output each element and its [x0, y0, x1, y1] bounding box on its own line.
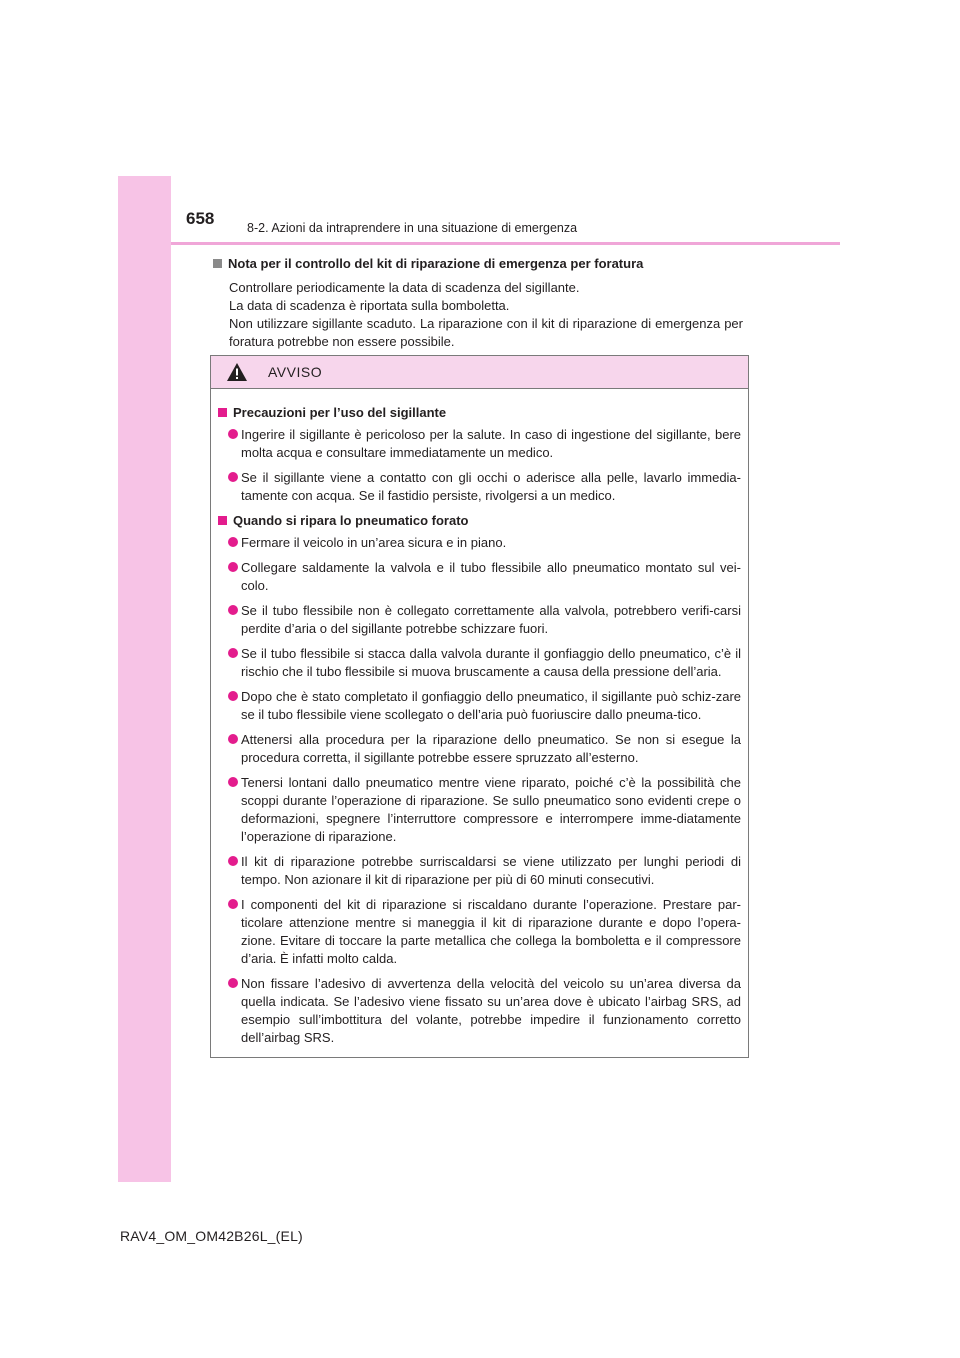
square-bullet-icon	[213, 259, 222, 268]
circle-bullet-icon	[228, 562, 238, 572]
circle-bullet-icon	[228, 429, 238, 439]
circle-bullet-icon	[228, 899, 238, 909]
warning-item-text: Non fissare l’adesivo di avvertenza della velocità del veicolo su un’area diversa da quella indicata. Se l’adesivo viene fissato su un’area dove è ubicato l’airbag SRS, ad esempio sull’imbottitura del volante, potrebbe impedire il funzionamento corretto dell’airbag SRS.	[241, 976, 741, 1045]
warning-body	[211, 389, 748, 1047]
warning-item	[218, 426, 741, 462]
warning-item-text: Attenersi alla procedura per la riparazione dello pneumatico. Se non si esegue la procedura corretta, il sigillante potrebbe essere spruzzato all’esterno.	[241, 732, 741, 765]
square-bullet-icon	[218, 408, 227, 417]
circle-bullet-icon	[228, 856, 238, 866]
square-bullet-icon	[218, 516, 227, 525]
footer-doc-code: RAV4_OM_OM42B26L_(EL)	[120, 1228, 303, 1244]
warning-item	[218, 774, 741, 846]
note-body	[229, 279, 743, 351]
warning-label: AVVISO	[268, 364, 323, 380]
warning-section-heading-text: Quando si ripara lo pneumatico forato	[233, 513, 469, 528]
warning-section-heading	[218, 512, 741, 530]
warning-item	[218, 688, 741, 724]
warning-section-heading	[218, 404, 741, 422]
warning-item-text: Se il tubo flessibile non è collegato correttamente alla valvola, potrebbero verifi-carsi perdite d’aria o del sigillante potrebbe schizzare fuori.	[241, 603, 741, 636]
warning-item-text: Collegare saldamente la valvola e il tubo flessibile allo pneumatico montato sul vei-colo.	[241, 560, 741, 593]
warning-item	[218, 896, 741, 968]
warning-item	[218, 975, 741, 1047]
warning-item	[218, 731, 741, 767]
section-title: 8-2. Azioni da intraprendere in una situazione di emergenza	[247, 221, 578, 235]
warning-item	[218, 559, 741, 595]
warning-section-heading-text: Precauzioni per l’uso del sigillante	[233, 405, 447, 420]
circle-bullet-icon	[228, 537, 238, 547]
warning-item-text: Se il tubo flessibile si stacca dalla valvola durante il gonfiaggio dello pneumatico, c’è il rischio che il tubo flessibile si muova bruscamente a causa della pressione dell’aria.	[241, 646, 741, 679]
circle-bullet-icon	[228, 691, 238, 701]
warning-item	[218, 853, 741, 889]
circle-bullet-icon	[228, 472, 238, 482]
warning-header	[211, 356, 748, 389]
warning-item	[218, 602, 741, 638]
warning-item-text: Dopo che è stato completato il gonfiaggio dello pneumatico, il sigillante può schiz-zare se il tubo flessibile viene scollegato o dell’aria può fuoriuscire dallo pneuma-tico.	[241, 689, 741, 722]
sidebar-tab	[118, 176, 171, 1182]
warning-item	[218, 645, 741, 681]
note-paragraph: Controllare periodicamente la data di scadenza del sigillante.	[229, 280, 580, 295]
note-heading-text: Nota per il controllo del kit di riparazione di emergenza per foratura	[228, 256, 644, 271]
warning-item-text: Se il sigillante viene a contatto con gli occhi o aderisce alla pelle, lavarlo immedia-tamente con acqua. Se il fastidio persiste, rivolgersi a un medico.	[241, 470, 741, 503]
circle-bullet-icon	[228, 648, 238, 658]
note-paragraph: La data di scadenza è riportata sulla bomboletta.	[229, 298, 510, 313]
warning-item-text: Fermare il veicolo in un’area sicura e in piano.	[241, 535, 507, 550]
circle-bullet-icon	[228, 777, 238, 787]
warning-triangle-icon	[226, 362, 248, 382]
circle-bullet-icon	[228, 605, 238, 615]
circle-bullet-icon	[228, 734, 238, 744]
warning-box	[210, 355, 749, 1058]
note-paragraph: Non utilizzare sigillante scaduto. La riparazione con il kit di riparazione di emergenza per foratura potrebbe non essere possibile.	[229, 316, 743, 349]
warning-item	[218, 469, 741, 505]
warning-item-text: I componenti del kit di riparazione si riscaldano durante l’operazione. Prestare par-ticolare attenzione mentre si maneggia il kit di riparazione durante e dopo l’opera-zione. Evitare di toccare la parte metallica che collega la bomboletta e il compressore d’aria. È infatti molto calda.	[241, 897, 741, 966]
header-divider	[171, 242, 840, 245]
warning-item-text: Ingerire il sigillante è pericoloso per la salute. In caso di ingestione del sigillante, bere molta acqua e consultare immediatamente un medico.	[241, 427, 741, 460]
note-block	[213, 255, 743, 351]
page-number: 658	[186, 209, 215, 228]
note-heading	[213, 255, 743, 273]
warning-item	[218, 534, 741, 552]
warning-item-text: Tenersi lontani dallo pneumatico mentre viene riparato, poiché c’è la possibilità che scoppi durante l’operazione di riparazione. Se sullo pneumatico sono evidenti crepe o deformazioni, spegnere l’interruttore compressore e interrompere imme-diatamente l’operazione di riparazione.	[241, 775, 741, 844]
warning-item-text: Il kit di riparazione potrebbe surriscaldarsi se viene utilizzato per lunghi periodi di tempo. Non azionare il kit di riparazione per più di 60 minuti consecutivi.	[241, 854, 741, 887]
circle-bullet-icon	[228, 978, 238, 988]
